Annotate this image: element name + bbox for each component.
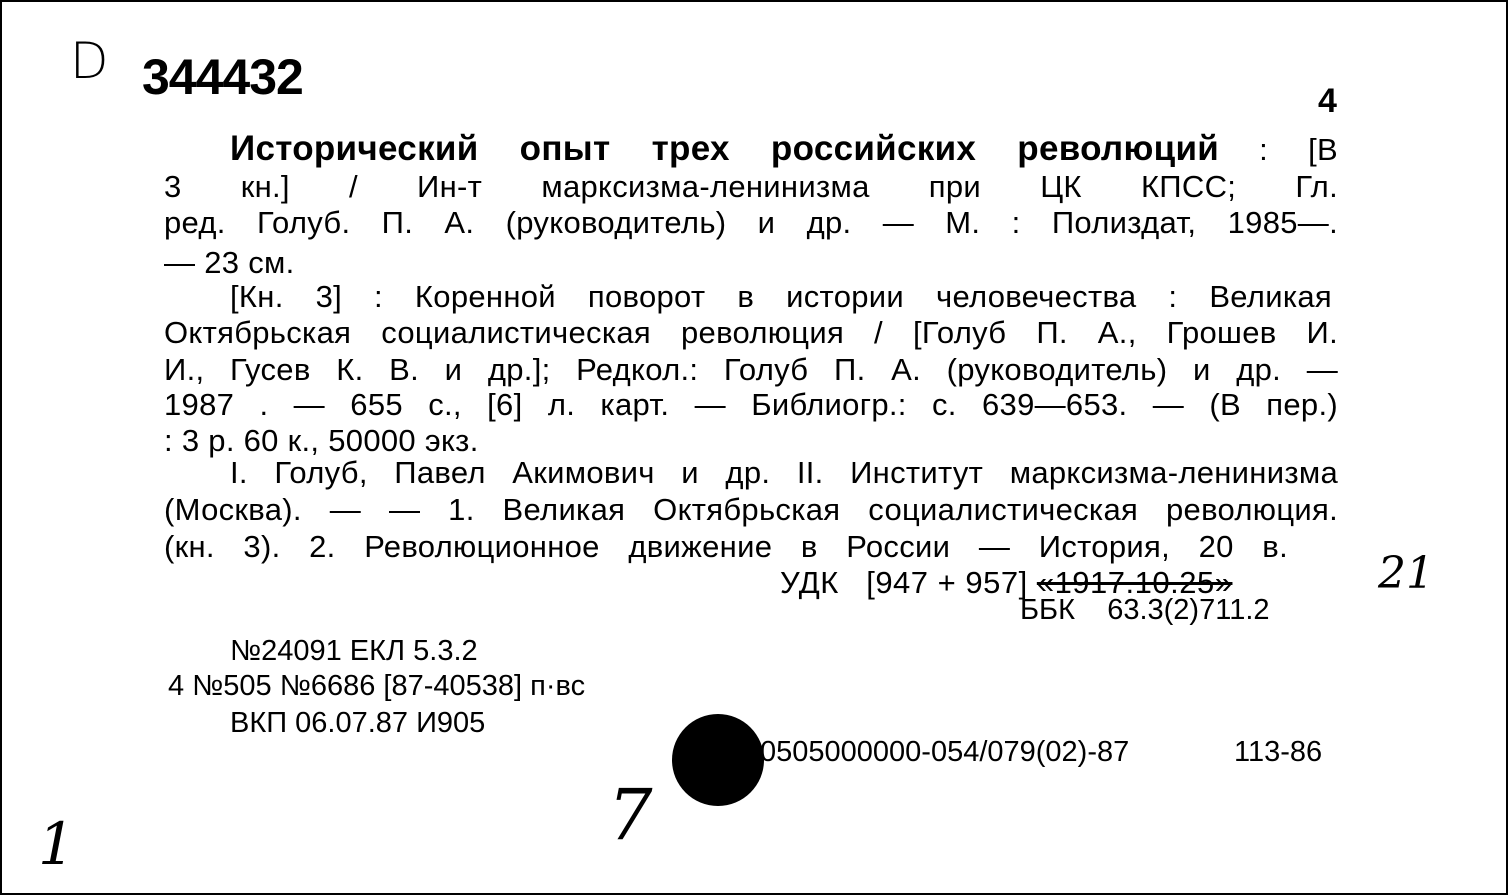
- entry-line-4: — 23 см.: [164, 245, 295, 280]
- bbk-value: 63.3(2)711.2: [1107, 594, 1270, 626]
- catalog-number: 344432: [142, 49, 303, 105]
- punch-hole: [672, 714, 764, 806]
- title-continuation: : [В: [1259, 132, 1338, 167]
- handwritten-prefix: D: [70, 32, 109, 90]
- footer-line-2: 4 №505 №6686 [87-40538] п·вс: [168, 670, 586, 702]
- footer-line-1: №24091 ЕКЛ 5.3.2: [230, 635, 478, 667]
- udk-value: [947 + 957]: [866, 565, 1028, 600]
- entry-line-6: Октябрьская социалистическая революция / [Голуб П. А., Грошев И.: [164, 315, 1338, 350]
- handwritten-bottom-mid: 7: [608, 774, 653, 856]
- handwritten-bottom-left: 1: [38, 810, 75, 878]
- book-title: Исторический опыт трех российских революций: [230, 129, 1220, 168]
- udk-label: УДК: [780, 565, 839, 600]
- entry-title-line: [230, 129, 1338, 168]
- footer-code: 0505000000-054/079(02)-87: [760, 736, 1130, 768]
- footer-code-right: 113-86: [1234, 736, 1323, 768]
- handwritten-note: 21: [1378, 548, 1434, 599]
- entry-line-11: (Москва). — — 1. Великая Октябрьская социалистическая революция.: [164, 492, 1338, 527]
- footer-line-3: ВКП 06.07.87 И905: [230, 707, 486, 739]
- entry-line-9: : 3 р. 60 к., 50000 экз.: [164, 423, 479, 458]
- entry-line-8: 1987 . — 655 с., [6] л. карт. — Библиогр.: с. 639—653. — (В пер.): [164, 387, 1338, 422]
- entry-line-7: И., Гусев К. В. и др.]; Редкол.: Голуб П. А. (руководитель) и др. —: [164, 352, 1338, 387]
- entry-line-5: [Кн. 3] : Коренной поворот в истории человечества : Великая: [230, 279, 1332, 314]
- entry-line-10: I. Голуб, Павел Акимович и др. II. Институт марксизма-ленинизма: [230, 455, 1338, 490]
- bbk-row: [1020, 594, 1270, 627]
- udk-struck-date: «1917.10.25»: [1036, 565, 1233, 600]
- entry-line-2: 3 кн.] / Ин-т марксизма-ленинизма при ЦК КПСС; Гл.: [164, 169, 1338, 204]
- entry-line-3: ред. Голуб. П. А. (руководитель) и др. — М. : Полиздат, 1985—.: [164, 205, 1338, 240]
- volume-number: 4: [1318, 82, 1337, 120]
- entry-line-12: (кн. 3). 2. Революционное движение в России — История, 20 в.: [164, 529, 1288, 564]
- bbk-label: ББК: [1020, 594, 1075, 626]
